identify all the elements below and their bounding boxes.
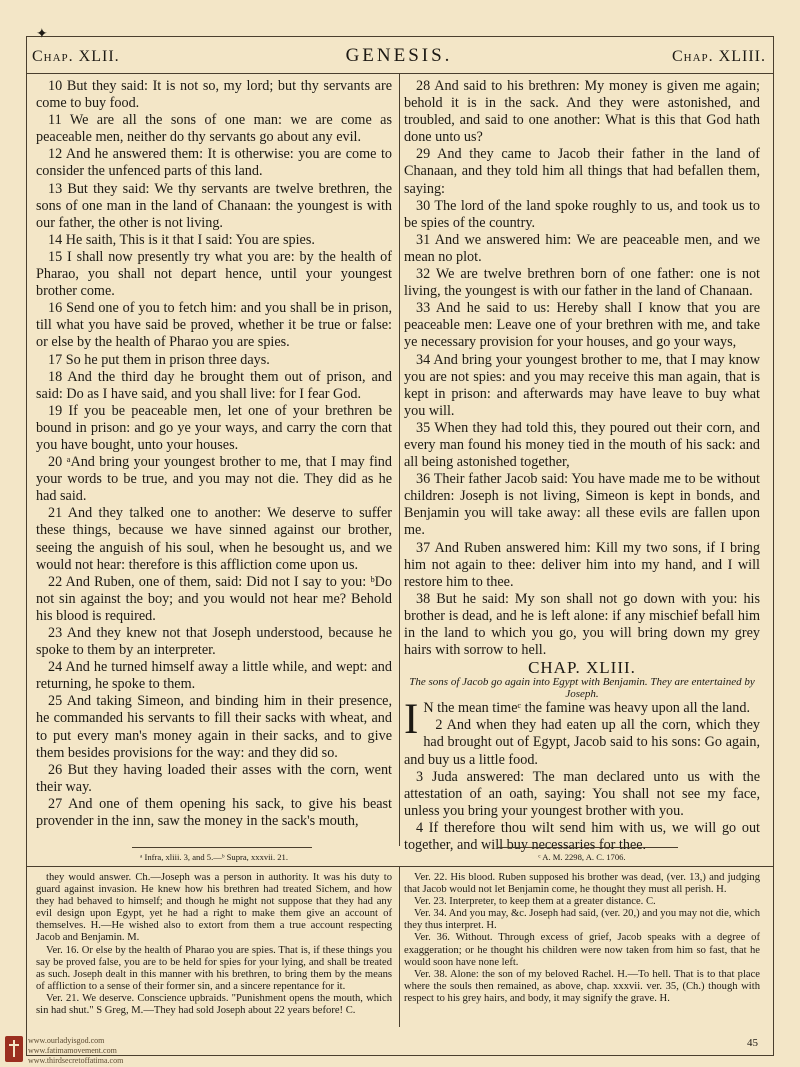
note: Ver. 23. Interpreter, to keep them at a greater distance. C. (414, 896, 656, 908)
watermark-urls (28, 1036, 123, 1066)
verse: 34 And bring your youngest brother to me, that I may know you are not spies: and you may receive this man again, that is kept in prison: and afterwards may have leave to buy what you will. (404, 351, 760, 419)
verse: 38 But he said: My son shall not go down with you: his brother is dead, and he is left alone: if any mischief befall him in the land to which you go, you will bring down my grey hairs with sorrow to hell. (404, 590, 760, 659)
verse: 33 And he said to us: Hereby shall I know that you are peaceable men: Leave one of your brethren with me, and take ye necessary provision for your houses, and go your ways, (404, 300, 760, 351)
verse: 16 Send one of you to fetch him: and you shall be in prison, till what you have said be proved, whether it be true or false: or else by the health of Pharao you are spies. (36, 300, 392, 351)
watermark-url: www.fatimamovement.com (28, 1046, 117, 1055)
verse: 22 And Ruben, one of them, said: Did not I say to you: ᵇDo not sin against the boy; and you would not hear me? Behold his blood is required. (36, 573, 392, 624)
note: Ver. 21. We deserve. Conscience upbraids. "Punishment opens the mouth, which sin had shut." S Greg, M.—They had sold Joseph about 22 years before! C. (36, 992, 392, 1017)
note: Ver. 36. Without. Through excess of grief, Jacob speaks with a degree of exaggeration; or he thought his children were now taken from him so fast, that he would soon have none left. (404, 932, 760, 968)
verse: 29 And they came to Jacob their father in the land of Chanaan, and they told him all things that had befallen them, saying: (404, 146, 760, 197)
verse: 10 But they said: It is not so, my lord; but thy servants are come to buy food. (36, 78, 392, 112)
chapter-title: CHAP. XLIII. (528, 658, 636, 678)
chapter-summary: The sons of Jacob go again into Egypt with Benjamin. They are entertained by Joseph. (409, 676, 755, 701)
verse: 28 And said to his brethren: My money is given me again; behold it is in the sack. And they were astonished, and troubled, and said to one another: What is this that God hath done unto us? (404, 78, 760, 146)
footnote-rule-left (132, 847, 312, 848)
verse: 37 And Ruben answered him: Kill my two sons, if I bring him not again to thee: deliver him into my hand, and I will restore him to thee. (404, 539, 760, 590)
verse: 2 And when they had eaten up all the corn, which they had brought out of Egypt, Jacob said to his sons: Go again, and buy us a little food. (404, 717, 760, 768)
verse: 14 He saith, This is it that I said: You are spies. (48, 231, 315, 248)
ink-blot-mark: ✦ (36, 27, 48, 42)
watermark-badge-icon (4, 1035, 24, 1063)
note: Ver. 22. His blood. Ruben supposed his brother was dead, (ver. 13,) and judging that Jacob would not let Benjamin come, he thought they must all perish. H. (404, 872, 760, 896)
verse: 32 We are twelve brethren born of one father: one is not living, the youngest is with our father in the land of Chanaan. (404, 266, 760, 300)
verse: 36 Their father Jacob said: You have made me to be without children: Joseph is not living, Simeon is kept in bonds, and Benjamin you will take away: all these evils are fallen upon me. (404, 471, 760, 539)
verse: 17 So he put them in prison three days. (48, 351, 270, 368)
verse: 27 And one of them opening his sack, to give his beast provender in the inn, saw the money in the sack's mouth, (36, 795, 392, 830)
footnote-rule-right (498, 847, 678, 848)
column-divider (399, 74, 400, 846)
watermark-url: www.ourladyisgod.com (28, 1036, 105, 1045)
verse: 12 And he answered them: It is otherwise: you are come to consider the unfenced parts of this land. (36, 146, 392, 180)
notes-right (404, 872, 760, 1005)
header-left: Chap. XLII. (32, 48, 120, 65)
verse: 20 ᵃAnd bring your youngest brother to me, that I may find your words to be true, and you may not die. They did as he had said. (36, 454, 392, 505)
notes-divider (399, 867, 400, 1027)
footnote-refs-left: ᵃ Infra, xliii. 3, and 5.—ᵇ Supra, xxxvii. 21. (140, 852, 288, 862)
verse: 21 And they talked one to another: We deserve to suffer these things, because we have sinned against our brother, seeing the anguish of his soul, when he besought us, and we would not hear: therefore is this affliction come upon us. (36, 505, 392, 573)
header-title: GENESIS. (345, 45, 453, 66)
verse: 30 The lord of the land spoke roughly to us, and took us to be spies of the country. (404, 197, 760, 231)
verse: 23 And they knew not that Joseph understood, because he spoke to them by an interpreter. (36, 625, 392, 659)
verse: 13 But they said: We thy servants are twelve brethren, the sons of one man in the land of Chanaan: the youngest is with our father, the other is not living. (36, 180, 392, 231)
page-number: 45 (747, 1037, 758, 1049)
note: Ver. 38. Alone: the son of my beloved Rachel. H.—To hell. That is to that place where the souls then remained, as above, chap. xxxvii. ver. 35, (Ch.) though with respect to his grey hairs, and body, it may signify the grave. H. (404, 968, 760, 1004)
running-header (26, 42, 772, 72)
verse: 25 And taking Simeon, and binding him in their presence, he commanded his servants to fill their sacks with wheat, and to put every man's money again in their sacks, and to give them besides provisions for the way: and they did so. (36, 693, 392, 761)
verse: 35 When they had told this, they poured out their corn, and every man found his money tied in the mouth of his sack: and all being astonished together, (404, 419, 760, 471)
verse: 18 And the third day he brought them out of prison, and said: Do as I have said, and you shall live: for I fear God. (36, 368, 392, 402)
verse: 26 But they having loaded their asses with the corn, went their way. (36, 761, 392, 795)
watermark-url: www.thirdsecretoffatima.com (28, 1056, 124, 1065)
verse: 31 And we answered him: We are peaceable men, and we mean no plot. (404, 231, 760, 265)
left-column (36, 78, 392, 830)
verse: 19 If you be peaceable men, let one of your brethren be bound in prison: and go ye your ways, and carry the corn that you have bought, unto your houses. (36, 402, 392, 453)
verse: 4 If therefore thou wilt send him with us, we will go out together, and will buy necessaries for thee. (404, 819, 760, 854)
verse: 24 And he turned himself away a little while, and wept: and returning, he spoke to them. (36, 659, 392, 693)
drop-cap-letter: I (404, 696, 419, 744)
header-right: Chap. XLIII. (672, 48, 766, 65)
first-verse-text: N the mean timeᶜ the famine was heavy upon all the land. (423, 700, 751, 717)
note: Ver. 34. And you may, &c. Joseph had said, (ver. 20,) and you may not die, which they thus interpret. H. (404, 908, 760, 932)
notes-left (36, 872, 392, 1017)
verse: 3 Juda answered: The man declared unto us with the attestation of an oath, saying: You shall not see my face, unless you bring your youngest brother with you. (404, 768, 760, 819)
right-column (404, 78, 760, 854)
verse: 11 We are all the sons of one man: we are come as peaceable men, neither do thy servants go about any evil. (36, 112, 392, 146)
footnote-refs-right: ᶜ A. M. 2298, A. C. 1706. (538, 852, 626, 862)
note: they would answer. Ch.—Joseph was a person in authority. It was his duty to guard against invasion. He knew how his brethren had treated Sichem, and how they had behaved to himself; and though he might not suppose that they had any evil design upon Egypt, yet he had a right to make them give an account of themselves. H.—He wished also to extort from them a true account respecting Jacob and Benjamin. M. (36, 872, 392, 944)
note: Ver. 16. Or else by the health of Pharao you are spies. That is, if these things you say be proved false, you are to be held for spies for your lying, and shall be treated as such. Joseph dealt in this manner with his brethren, to bring them by the means of affliction to a sense of their former sin, and a sincere repentance for it. (36, 944, 392, 992)
verse: 15 I shall now presently try what you are: by the health of Pharao, you shall not depart hence, until your youngest brother come. (36, 248, 392, 300)
